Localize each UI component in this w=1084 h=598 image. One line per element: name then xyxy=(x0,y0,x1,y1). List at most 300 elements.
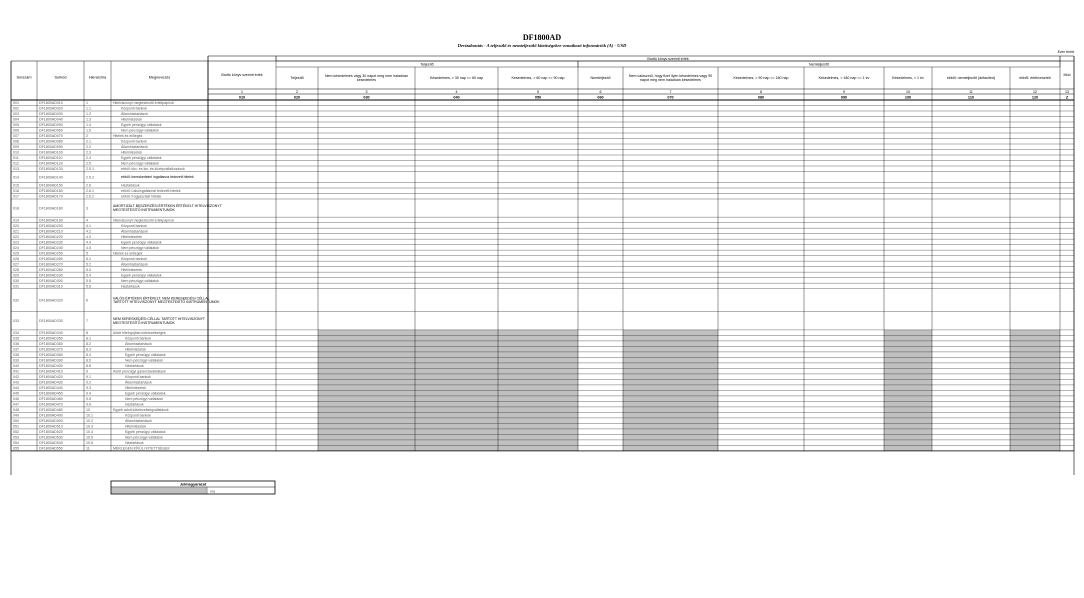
row-label: ebből: kkv- és kis- és középvállalkozások xyxy=(121,167,185,172)
row-label: Államháztartások xyxy=(125,380,152,385)
row-code: DF1800AD140 xyxy=(39,175,63,180)
row-code: DF1800AD030 xyxy=(39,112,63,117)
header-group-nonperforming: Nemteljesítő xyxy=(809,62,829,67)
row-code: DF1800AD110 xyxy=(39,156,63,161)
row-label: Egyéb pénzügyi vállalatok xyxy=(121,156,162,161)
shaded-cell xyxy=(884,385,932,391)
row-number: 039 xyxy=(13,358,19,363)
shaded-cell xyxy=(318,379,578,385)
row-number: 017 xyxy=(13,194,19,199)
row-label: Államháztartások xyxy=(121,112,148,117)
shaded-cell xyxy=(318,335,578,341)
row-code: DF1800AD370 xyxy=(39,347,63,352)
row-number: 016 xyxy=(13,189,19,194)
row-hierarchy: 1.3 xyxy=(86,117,91,122)
left-header-0: Sorszám xyxy=(16,75,32,80)
row-hierarchy: 10.5 xyxy=(86,435,93,440)
shaded-cell xyxy=(884,357,932,363)
row-hierarchy: 2.5 xyxy=(86,161,91,166)
row-label: Nem pénzügyi vállalatok xyxy=(121,278,159,283)
column-number-030: 3 xyxy=(365,90,368,95)
row-code: DF1800AD090 xyxy=(39,145,63,150)
column-header-080: Késedelmes, > 90 nap <= 180 nap xyxy=(733,76,789,81)
row-hierarchy: 10.2 xyxy=(86,419,93,424)
row-hierarchy: 4.5 xyxy=(86,245,91,250)
row-label: Hitelintézetek xyxy=(121,150,143,155)
row-label: Nem pénzügyi vállalatok xyxy=(121,128,159,133)
row-code: DF1800AD420 xyxy=(39,375,63,380)
column-code-040: 040 xyxy=(453,95,460,100)
row-label: Hitelintézetek xyxy=(125,424,147,429)
shaded-cell xyxy=(884,407,932,413)
row-number: 019 xyxy=(13,218,19,223)
row-label: Államháztartások xyxy=(121,262,148,267)
shaded-cell xyxy=(623,418,718,424)
row-label: Központi bankok xyxy=(125,413,151,418)
column-code-060: 060 xyxy=(597,95,604,100)
column-code-080: 080 xyxy=(757,95,765,100)
shaded-cell xyxy=(884,434,932,440)
shaded-cell xyxy=(318,401,578,407)
shaded-cell xyxy=(884,423,932,429)
header-gross-carrying: Bruttó könyv szerinti érték xyxy=(647,57,689,61)
row-code: DF1800AD470 xyxy=(39,402,63,407)
shaded-cell xyxy=(623,341,718,347)
shaded-cell xyxy=(318,390,578,396)
row-code: DF1800AD220 xyxy=(39,234,63,239)
shaded-cell xyxy=(884,401,932,407)
row-number: 008 xyxy=(13,139,19,144)
row-code: DF1800AD410 xyxy=(39,369,63,374)
shaded-cell xyxy=(1010,352,1060,358)
row-hierarchy: 4.1 xyxy=(86,223,91,228)
row-hierarchy: 9 xyxy=(86,369,88,374)
page-subtitle: Devizabontás - A teljesülő és nemteljesülő kitettségekre vonatkozó információk (A) - USD xyxy=(457,43,627,48)
row-number: 001 xyxy=(13,101,19,106)
shaded-cell xyxy=(623,335,718,341)
row-code: DF1800AD490 xyxy=(39,413,63,418)
row-number: 015 xyxy=(13,183,19,188)
row-hierarchy: 5.5 xyxy=(86,278,91,283)
shaded-cell xyxy=(623,396,718,402)
shaded-cell xyxy=(318,341,578,347)
row-label: Nem pénzügyi vállalatok xyxy=(125,397,163,402)
row-code: DF1800AD380 xyxy=(39,353,63,358)
row-code: DF1800AD540 xyxy=(39,441,63,446)
row-label: NEM KERESKEDÉSI CÉLLAL TARTOTT HITELVISZONYT MEGTESTESÍTŐ INSTRUMENTUMOK xyxy=(113,316,206,325)
row-code: DF1800AD010 xyxy=(39,101,63,106)
row-label: Központi bankok xyxy=(125,336,151,341)
row-number: 002 xyxy=(13,106,19,111)
column-number-020: 2 xyxy=(296,90,298,95)
shaded-cell xyxy=(884,346,932,352)
shaded-cell xyxy=(884,341,932,347)
row-number: 044 xyxy=(13,386,19,391)
column-number-010: 1 xyxy=(241,90,243,95)
row-hierarchy: 1.1 xyxy=(86,106,91,111)
row-code: DF1800AD430 xyxy=(39,380,63,385)
row-label: Államháztartások xyxy=(125,419,152,424)
row-code: DF1800AD050 xyxy=(39,123,63,128)
row-number: 038 xyxy=(13,353,19,358)
row-hierarchy: 9.4 xyxy=(86,391,91,396)
header-group-performing: Teljesítő xyxy=(420,62,434,67)
column-header-060: Nemteljesítő xyxy=(590,76,611,81)
row-hierarchy: 4 xyxy=(86,218,88,223)
row-number: 051 xyxy=(13,424,19,429)
shaded-cell xyxy=(1010,357,1060,363)
legend-item: n/a xyxy=(210,489,215,494)
row-number: 023 xyxy=(13,240,19,245)
shaded-cell xyxy=(623,423,718,429)
row-code: DF1800AD550 xyxy=(39,446,63,451)
row-label: Egyéb pénzügyi vállalatok xyxy=(121,123,162,128)
row-hierarchy: 11 xyxy=(86,446,90,451)
row-code: DF1800AD240 xyxy=(39,245,63,250)
shaded-cell xyxy=(318,429,578,435)
shaded-cell xyxy=(1010,341,1060,347)
row-hierarchy: 5.2 xyxy=(86,262,91,267)
shaded-cell xyxy=(318,385,578,391)
shaded-cell xyxy=(623,368,718,374)
row-hierarchy: 8.5 xyxy=(86,358,91,363)
column-header-010: Bruttó könyv szerinti érték xyxy=(221,73,263,78)
row-number: 036 xyxy=(13,342,19,347)
row-hierarchy: 2.3 xyxy=(86,150,91,155)
column-number-080: 8 xyxy=(760,90,762,95)
row-number: 053 xyxy=(13,435,19,440)
row-number: 049 xyxy=(13,413,19,418)
row-label: Háztartások xyxy=(125,364,144,369)
shaded-cell xyxy=(1010,429,1060,435)
row-label: Központi bankok xyxy=(121,256,147,261)
row-hierarchy: 2 xyxy=(86,134,88,139)
row-code: DF1800AD250 xyxy=(39,251,63,256)
row-hierarchy: 7 xyxy=(86,319,88,324)
row-code: DF1800AD130 xyxy=(39,167,63,172)
row-number: 011 xyxy=(13,156,19,161)
row-label: Nem pénzügyi vállalatok xyxy=(121,161,159,166)
column-number-110: 11 xyxy=(969,90,973,95)
column-header-Z: Mód xyxy=(1063,73,1071,78)
column-number-070: 7 xyxy=(669,90,672,95)
row-number: 047 xyxy=(13,402,19,407)
row-hierarchy: 5.4 xyxy=(86,273,91,278)
row-hierarchy: 10.1 xyxy=(86,413,93,418)
page-title: DF1800AD xyxy=(522,33,562,42)
row-code: DF1800AD060 xyxy=(39,128,63,133)
shaded-cell xyxy=(884,445,932,451)
row-number: 037 xyxy=(13,347,19,352)
row-hierarchy: 1 xyxy=(86,101,88,106)
row-number: 035 xyxy=(13,336,19,341)
shaded-cell xyxy=(623,407,718,413)
column-code-120: 120 xyxy=(1031,95,1039,100)
row-label: Egyéb adott kötelezettségvállalások xyxy=(113,408,169,413)
row-code: DF1800AD330 xyxy=(39,319,63,324)
row-hierarchy: 9.6 xyxy=(86,402,91,407)
row-hierarchy: 9.1 xyxy=(86,375,91,380)
row-hierarchy: 4.2 xyxy=(86,229,91,234)
row-hierarchy: 10.6 xyxy=(86,441,93,446)
row-label: Hitelek és előlegek xyxy=(113,134,143,139)
row-number: 042 xyxy=(13,375,19,380)
shaded-cell xyxy=(623,330,718,336)
row-number: 040 xyxy=(13,364,19,369)
row-code: DF1800AD360 xyxy=(39,342,63,347)
row-label: VALÓS ÉRTÉKEN ÉRTÉKELT, NEM KERESKEDÉSI CÉLLAL TARTOTT HITELVISZONYT MEGTESTESÍTŐ INSTRUMENTUMOK xyxy=(113,296,220,305)
row-hierarchy: 9.2 xyxy=(86,380,91,385)
shaded-cell xyxy=(623,374,718,380)
left-header-1: Sorkód xyxy=(54,75,67,80)
row-label: Államháztartások xyxy=(121,229,148,234)
column-number-060: 6 xyxy=(599,90,602,95)
shaded-cell xyxy=(884,374,932,380)
row-label: Központi bankok xyxy=(125,375,151,380)
column-number-100: 10 xyxy=(906,90,910,95)
shaded-cell xyxy=(623,445,718,451)
row-label: Háztartások xyxy=(121,183,140,188)
row-code: DF1800AD320 xyxy=(39,298,63,303)
column-number-Z: 13 xyxy=(1065,90,1069,95)
shaded-cell xyxy=(884,352,932,358)
row-hierarchy: 9.3 xyxy=(86,386,91,391)
row-number: 022 xyxy=(13,234,19,239)
row-code: DF1800AD070 xyxy=(39,134,63,139)
shaded-cell xyxy=(884,396,932,402)
shaded-cell xyxy=(1010,396,1060,402)
row-hierarchy: 8.6 xyxy=(86,364,91,369)
row-code: DF1800AD390 xyxy=(39,358,63,363)
unit-label: Ezer forint xyxy=(1057,50,1074,54)
row-code: DF1800AD440 xyxy=(39,386,63,391)
row-number: 027 xyxy=(13,262,19,267)
row-number: 018 xyxy=(13,206,19,211)
row-hierarchy: 8.4 xyxy=(86,353,91,358)
legend-title: Jelmagyarázat xyxy=(179,482,207,487)
shaded-cell xyxy=(623,385,718,391)
row-number: 025 xyxy=(13,251,19,256)
column-number-120: 12 xyxy=(1033,90,1037,95)
row-number: 006 xyxy=(13,128,19,133)
row-number: 050 xyxy=(13,419,19,424)
row-number: 046 xyxy=(13,397,19,402)
shaded-cell xyxy=(623,379,718,385)
shaded-cell xyxy=(884,429,932,435)
column-code-030: 030 xyxy=(363,95,370,100)
row-code: DF1800AD040 xyxy=(39,117,63,122)
shaded-cell xyxy=(623,346,718,352)
shaded-cell xyxy=(1010,368,1060,374)
shaded-cell xyxy=(1010,445,1060,451)
column-number-050: 5 xyxy=(537,90,539,95)
row-code: DF1800AD310 xyxy=(39,284,63,289)
shaded-cell xyxy=(1010,335,1060,341)
shaded-cell xyxy=(1010,440,1060,446)
shaded-cell xyxy=(884,440,932,446)
shaded-cell xyxy=(318,440,578,446)
row-label: Hitelek és előlegek xyxy=(113,251,143,256)
row-hierarchy: 1.2 xyxy=(86,112,91,117)
column-code-090: 090 xyxy=(840,95,848,100)
shaded-cell xyxy=(318,396,578,402)
row-code: DF1800AD340 xyxy=(39,331,63,336)
row-code: DF1800AD530 xyxy=(39,435,63,440)
row-code: DF1800AD150 xyxy=(39,183,63,188)
row-label: Háztartások xyxy=(121,284,140,289)
row-label: Hitelviszonyt megtestesítő értékpapírok xyxy=(113,218,175,223)
column-header-120: ebből: értékvesztett xyxy=(1019,76,1051,81)
shaded-cell xyxy=(318,363,578,369)
row-label: Adott pénzügyi garanciavállalások xyxy=(113,369,166,374)
shaded-cell xyxy=(884,412,932,418)
row-hierarchy: 1.4 xyxy=(86,123,91,128)
row-number: 055 xyxy=(13,446,19,451)
shaded-cell xyxy=(318,346,578,352)
row-code: DF1800AD190 xyxy=(39,218,63,223)
row-number: 033 xyxy=(13,319,19,324)
column-code-100: 100 xyxy=(904,95,912,100)
row-label: Államháztartások xyxy=(121,145,148,150)
row-code: DF1800AD350 xyxy=(39,336,63,341)
row-code: DF1800AD230 xyxy=(39,240,63,245)
shaded-cell xyxy=(884,330,932,336)
row-number: 009 xyxy=(13,145,19,150)
shaded-cell xyxy=(318,412,578,418)
row-label: Központi bankok xyxy=(121,223,147,228)
shaded-cell xyxy=(318,418,578,424)
row-number: 012 xyxy=(13,161,19,166)
row-hierarchy: 2.6 xyxy=(86,183,91,188)
row-hierarchy: 2.5.2 xyxy=(86,175,94,180)
row-label: Nem pénzügyi vállalatok xyxy=(125,358,163,363)
shaded-cell xyxy=(623,434,718,440)
shaded-cell xyxy=(1010,434,1060,440)
shaded-cell xyxy=(318,407,578,413)
column-code-Z: Z xyxy=(1065,95,1069,100)
row-label: Egyéb pénzügyi vállalatok xyxy=(121,240,162,245)
shaded-cell xyxy=(318,330,578,336)
shaded-cell xyxy=(1010,346,1060,352)
row-code: DF1800AD290 xyxy=(39,273,63,278)
column-code-050: 050 xyxy=(534,95,542,100)
row-label: Egyéb pénzügyi vállalatok xyxy=(121,273,162,278)
shaded-cell xyxy=(623,412,718,418)
column-code-110: 110 xyxy=(967,95,975,100)
column-header-090: Késedelmes, > 180 nap <= 1 év xyxy=(818,76,870,81)
shaded-cell xyxy=(884,390,932,396)
row-label: Hitelintézetek xyxy=(121,267,143,272)
column-header-030: Nem késedelmes vagy 30 napot meg nem haladóan késedelmes xyxy=(324,74,409,83)
row-code: DF1800AD480 xyxy=(39,408,63,413)
row-label: Egyéb pénzügyi vállalatok xyxy=(125,391,166,396)
row-code: DF1800AD210 xyxy=(39,229,63,234)
row-hierarchy: 8.3 xyxy=(86,347,91,352)
row-label: MÉRLEGEN KÍVÜLI KITETTSÉGEK xyxy=(113,446,170,451)
shaded-cell xyxy=(1010,423,1060,429)
row-label: Nem pénzügyi vállalatok xyxy=(125,435,163,440)
shaded-cell xyxy=(884,418,932,424)
row-hierarchy: 2.4 xyxy=(86,156,91,161)
row-number: 041 xyxy=(13,369,19,374)
row-number: 032 xyxy=(13,298,19,303)
shaded-cell xyxy=(1010,379,1060,385)
left-header-3: Megnevezés xyxy=(148,75,171,80)
row-code: DF1800AD020 xyxy=(39,106,63,111)
column-header-020: Teljesítő xyxy=(290,76,304,81)
legend-swatch xyxy=(112,488,207,494)
row-code: DF1800AD180 xyxy=(39,206,63,211)
shaded-cell xyxy=(318,434,578,440)
row-hierarchy: 5 xyxy=(86,251,88,256)
row-hierarchy: 10.4 xyxy=(86,430,93,435)
row-label: Központi bankok xyxy=(121,139,147,144)
row-label: ebből: Lakóingatlannal fedezett hitelek xyxy=(121,189,181,194)
shaded-cell xyxy=(1010,390,1060,396)
row-number: 010 xyxy=(13,150,19,155)
shaded-cell xyxy=(1010,412,1060,418)
row-number: 024 xyxy=(13,245,19,250)
row-code: DF1800AD080 xyxy=(39,139,63,144)
row-number: 013 xyxy=(13,167,19,172)
row-code: DF1800AD120 xyxy=(39,161,63,166)
row-number: 026 xyxy=(13,256,19,261)
column-code-010: 010 xyxy=(238,95,246,100)
row-code: DF1800AD500 xyxy=(39,419,63,424)
column-header-110: ebből: nemteljesítő (defaulted) xyxy=(946,76,996,81)
row-hierarchy: 4.3 xyxy=(86,234,91,239)
column-number-040: 4 xyxy=(455,90,458,95)
row-number: 028 xyxy=(13,267,19,272)
row-label: Egyéb pénzügyi vállalatok xyxy=(125,430,166,435)
shaded-cell xyxy=(1010,407,1060,413)
shaded-cell xyxy=(318,374,578,380)
row-code: DF1800AD200 xyxy=(39,223,63,228)
row-number: 043 xyxy=(13,380,19,385)
row-hierarchy: 3 xyxy=(86,206,88,211)
column-header-100: Késedelmes, > 1 év xyxy=(892,76,924,81)
column-code-070: 070 xyxy=(667,95,674,100)
shaded-cell xyxy=(318,357,578,363)
row-hierarchy: 10.3 xyxy=(86,424,93,429)
row-code: DF1800AD450 xyxy=(39,391,63,396)
row-number: 003 xyxy=(13,112,19,117)
shaded-cell xyxy=(1010,385,1060,391)
row-hierarchy: 6 xyxy=(86,298,88,303)
column-header-040: Késedelmes, > 30 nap <= 60 nap xyxy=(429,76,484,81)
row-hierarchy: 10 xyxy=(86,408,90,413)
row-code: DF1800AD100 xyxy=(39,150,63,155)
row-number: 048 xyxy=(13,408,19,413)
row-hierarchy: 9.5 xyxy=(86,397,91,402)
row-hierarchy: 2.6.2 xyxy=(86,194,94,199)
row-label: ebből: kereskedelmi ingatlanna fedezett hitelek xyxy=(121,175,194,180)
row-number: 045 xyxy=(13,391,19,396)
row-hierarchy: 8.1 xyxy=(86,336,91,341)
shaded-cell xyxy=(1010,401,1060,407)
row-number: 020 xyxy=(13,223,19,228)
row-code: DF1800AD170 xyxy=(39,194,63,199)
row-label: Hitelintézetek xyxy=(121,234,143,239)
row-label: Adott hitelnyújtási kötelezettségek xyxy=(113,331,166,336)
row-number: 021 xyxy=(13,229,19,234)
row-code: DF1800AD270 xyxy=(39,262,63,267)
row-number: 030 xyxy=(13,278,19,283)
row-label: Háztartások xyxy=(125,441,144,446)
row-code: DF1800AD460 xyxy=(39,397,63,402)
row-label: Központi bankok xyxy=(121,106,147,111)
row-hierarchy: 2.6.1 xyxy=(86,189,94,194)
